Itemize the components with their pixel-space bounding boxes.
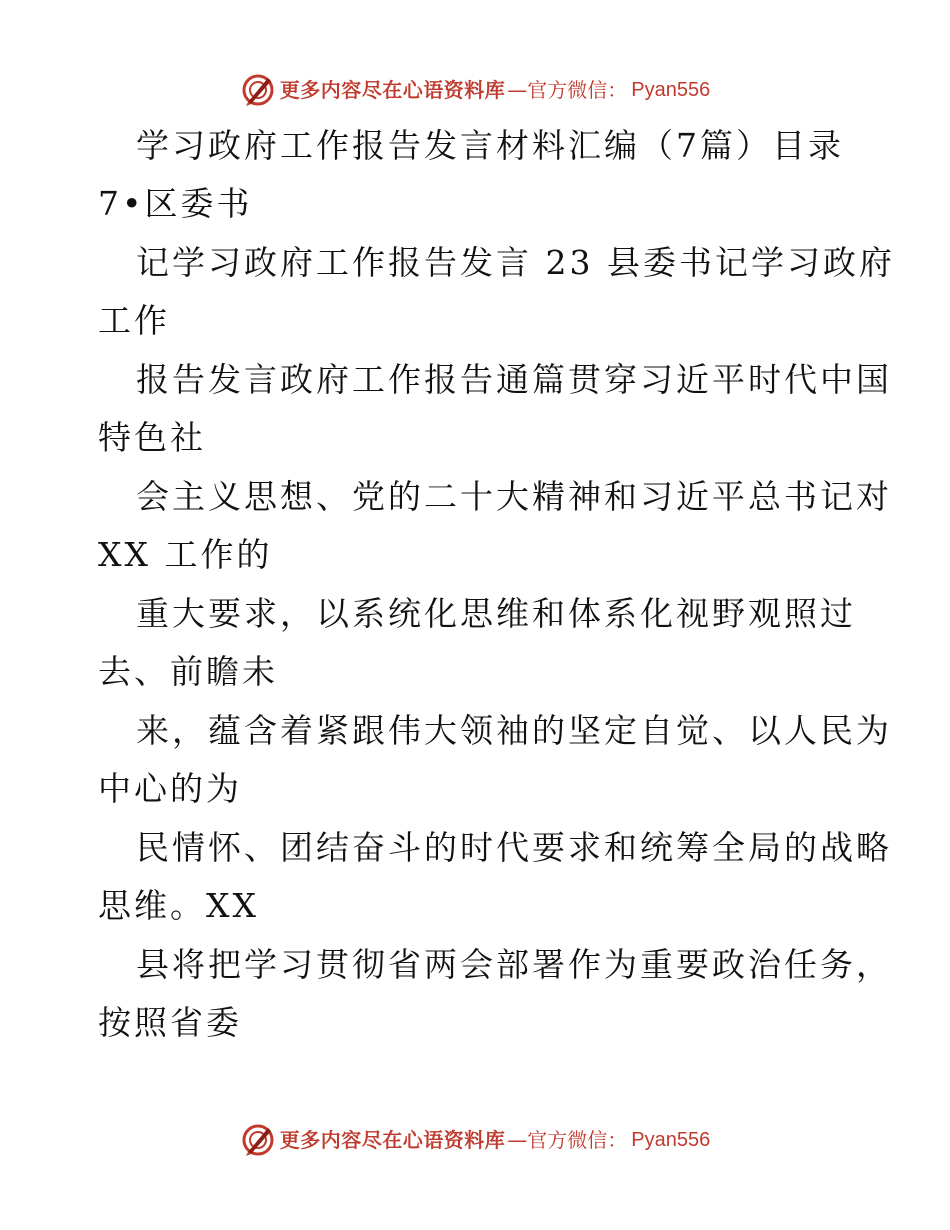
- doc-line: 会主义思想、党的二十大精神和习近平总书记对: [136, 477, 892, 516]
- doc-line: XX 工作的: [98, 535, 273, 574]
- footer-brand-text: 更多内容尽在心语资料库: [279, 1128, 506, 1152]
- footer-wechat-id: Pyan556: [631, 1129, 711, 1151]
- doc-line: 民情怀、团结奋斗的时代要求和统筹全局的战略: [136, 828, 892, 867]
- pen-circle-logo-icon: [240, 1122, 276, 1158]
- doc-line: 思维。XX: [98, 886, 259, 925]
- doc-line: 按照省委: [98, 1003, 242, 1042]
- pen-circle-logo-icon: [240, 72, 276, 108]
- doc-line: 中心的为: [98, 769, 242, 808]
- footer-banner-text: [280, 1130, 710, 1150]
- doc-line: 县将把学习贯彻省两会部署作为重要政治任务，: [136, 945, 892, 984]
- footer-separator-text: —官方微信：: [507, 1128, 628, 1152]
- header-banner: [0, 70, 950, 110]
- doc-line: 记学习政府工作报告发言 23 县委书记学习政府: [136, 243, 895, 282]
- header-brand-text: 更多内容尽在心语资料库: [279, 78, 506, 102]
- doc-line: 7•区委书: [98, 184, 253, 223]
- header-wechat-id: Pyan556: [631, 79, 711, 101]
- footer-banner: [0, 1120, 950, 1160]
- doc-line-title: 学习政府工作报告发言材料汇编（7篇）目录: [136, 126, 844, 165]
- header-banner-text: [280, 80, 710, 100]
- header-separator-text: —官方微信：: [507, 78, 628, 102]
- doc-line: 来，蕴含着紧跟伟大领袖的坚定自觉、以人民为: [136, 711, 892, 750]
- doc-line: 工作: [98, 301, 170, 340]
- doc-line: 特色社: [98, 418, 206, 457]
- doc-line: 去、前瞻未: [98, 652, 278, 691]
- doc-line: 报告发言政府工作报告通篇贯穿习近平时代中国: [136, 360, 892, 399]
- doc-line: 重大要求，以系统化思维和体系化视野观照过: [136, 594, 856, 633]
